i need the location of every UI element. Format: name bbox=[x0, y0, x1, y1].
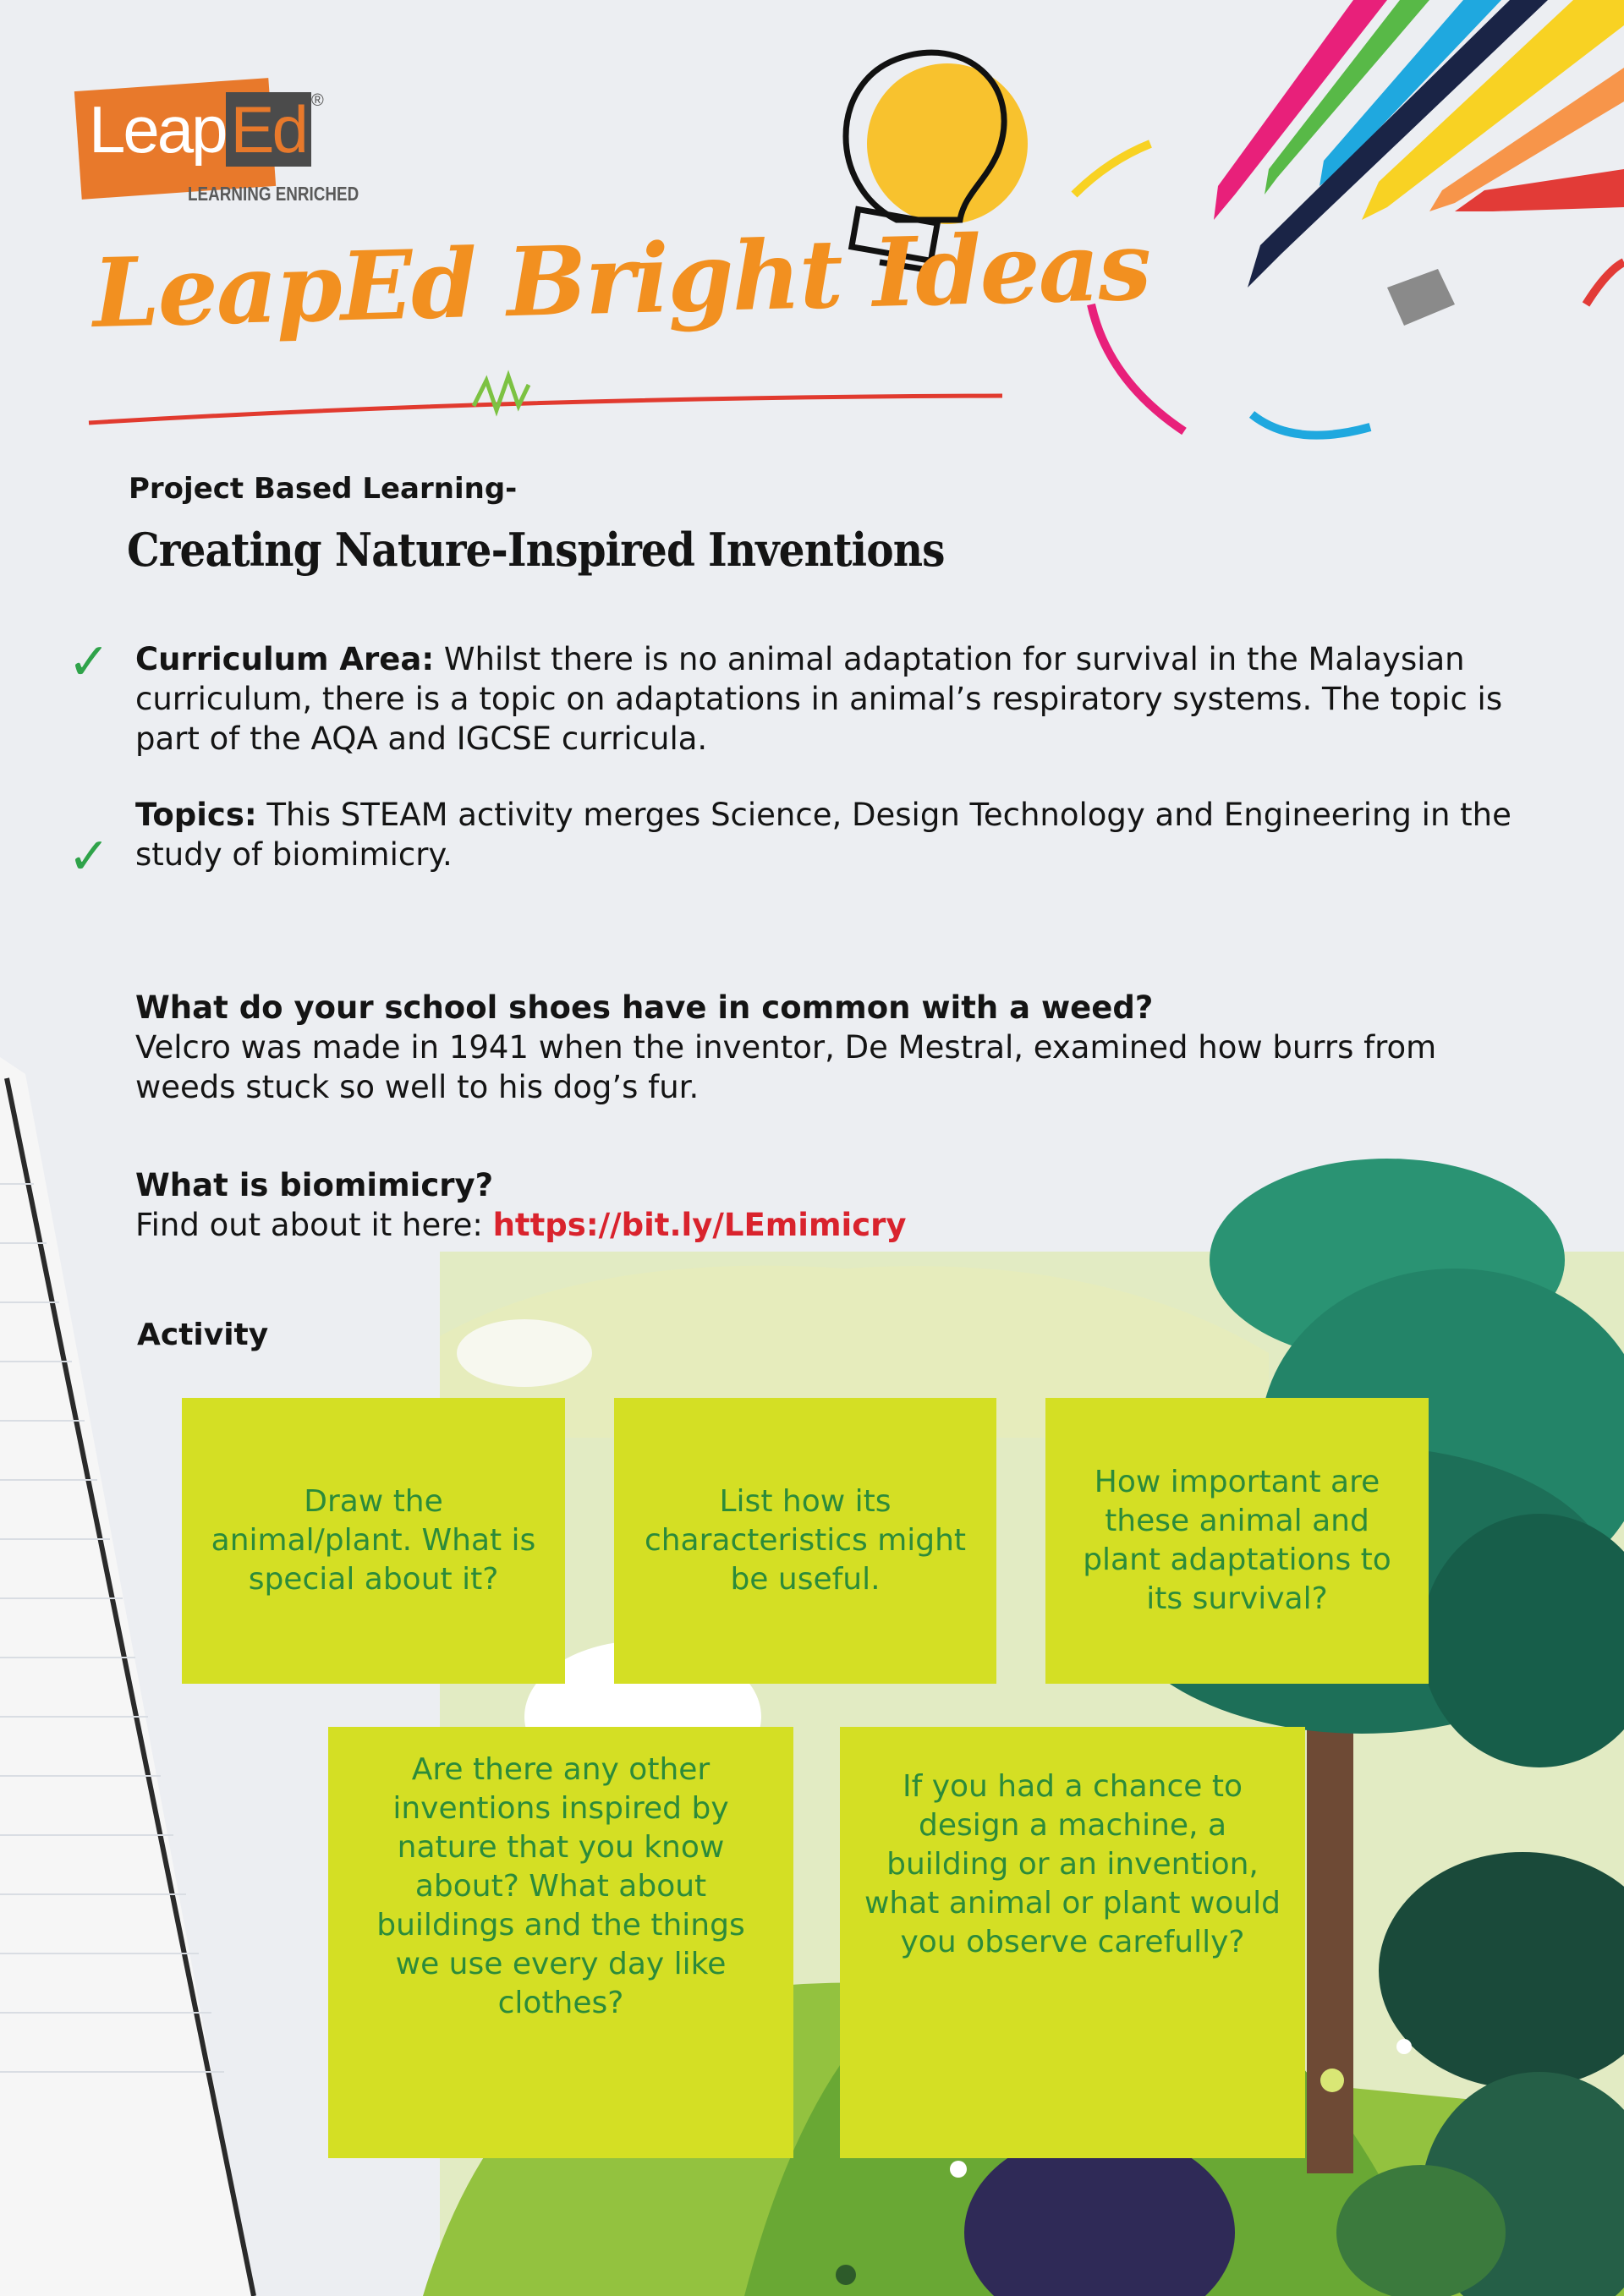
logo-registered-mark: ® bbox=[310, 91, 321, 110]
question-shoes-body: Velcro was made in 1941 when the inventor, De Mestral, examined how burrs from weeds stuck so well to his dog’s fur. bbox=[135, 1029, 1437, 1105]
logo-tagline: LEARNING ENRICHED bbox=[188, 183, 359, 205]
topics-text: This STEAM activity merges Science, Design Technology and Engineering in the study of biomimicry. bbox=[135, 797, 1512, 873]
question-biomimicry-heading: What is biomimicry? bbox=[135, 1167, 494, 1203]
activity-card: List how its characteristics might be useful. bbox=[614, 1398, 996, 1684]
activity-heading: Activity bbox=[137, 1318, 269, 1352]
topics-label: Topics: bbox=[135, 797, 257, 833]
activity-card: Draw the animal/plant. What is special about it? bbox=[182, 1398, 565, 1684]
curriculum-area-label: Curriculum Area: bbox=[135, 641, 435, 677]
page-title: LeapEd Bright Ideas bbox=[91, 211, 1151, 349]
logo-brand-accent: Ed bbox=[226, 92, 311, 167]
biomimicry-link[interactable]: https://bit.ly/LEmimicry bbox=[492, 1207, 907, 1243]
question-biomimicry-body: Find out about it here: bbox=[135, 1207, 493, 1243]
curriculum-area-paragraph bbox=[135, 639, 1539, 759]
logo bbox=[89, 91, 321, 168]
project-type-label: Project Based Learning- bbox=[129, 472, 518, 506]
question-biomimicry-block bbox=[135, 1165, 1539, 1245]
logo-brand-main: Leap bbox=[89, 92, 226, 167]
checkmark-icon: ✓ bbox=[68, 827, 111, 886]
curriculum-area-text: Whilst there is no animal adaptation for survival in the Malaysian curriculum, there is a topic on adaptations in animal’s respiratory systems. The topic is part of the AQA and IGCSE curricula. bbox=[135, 641, 1503, 757]
activity-card: How important are these animal and plant adaptations to its survival? bbox=[1045, 1398, 1429, 1684]
question-shoes-heading: What do your school shoes have in common with a weed? bbox=[135, 989, 1154, 1026]
pencils-illustration bbox=[1214, 0, 1624, 326]
checkmark-icon: ✓ bbox=[68, 633, 111, 692]
activity-card: Are there any other inventions inspired by nature that you know about? What about buildings and the things we use every day like clothes? bbox=[328, 1727, 793, 2158]
topics-paragraph bbox=[135, 795, 1539, 874]
question-shoes-block bbox=[135, 988, 1539, 1107]
project-title: Creating Nature-Inspired Inventions bbox=[127, 523, 945, 577]
activity-card: If you had a chance to design a machine, a building or an invention, what animal or plant would you observe carefully? bbox=[840, 1727, 1305, 2158]
